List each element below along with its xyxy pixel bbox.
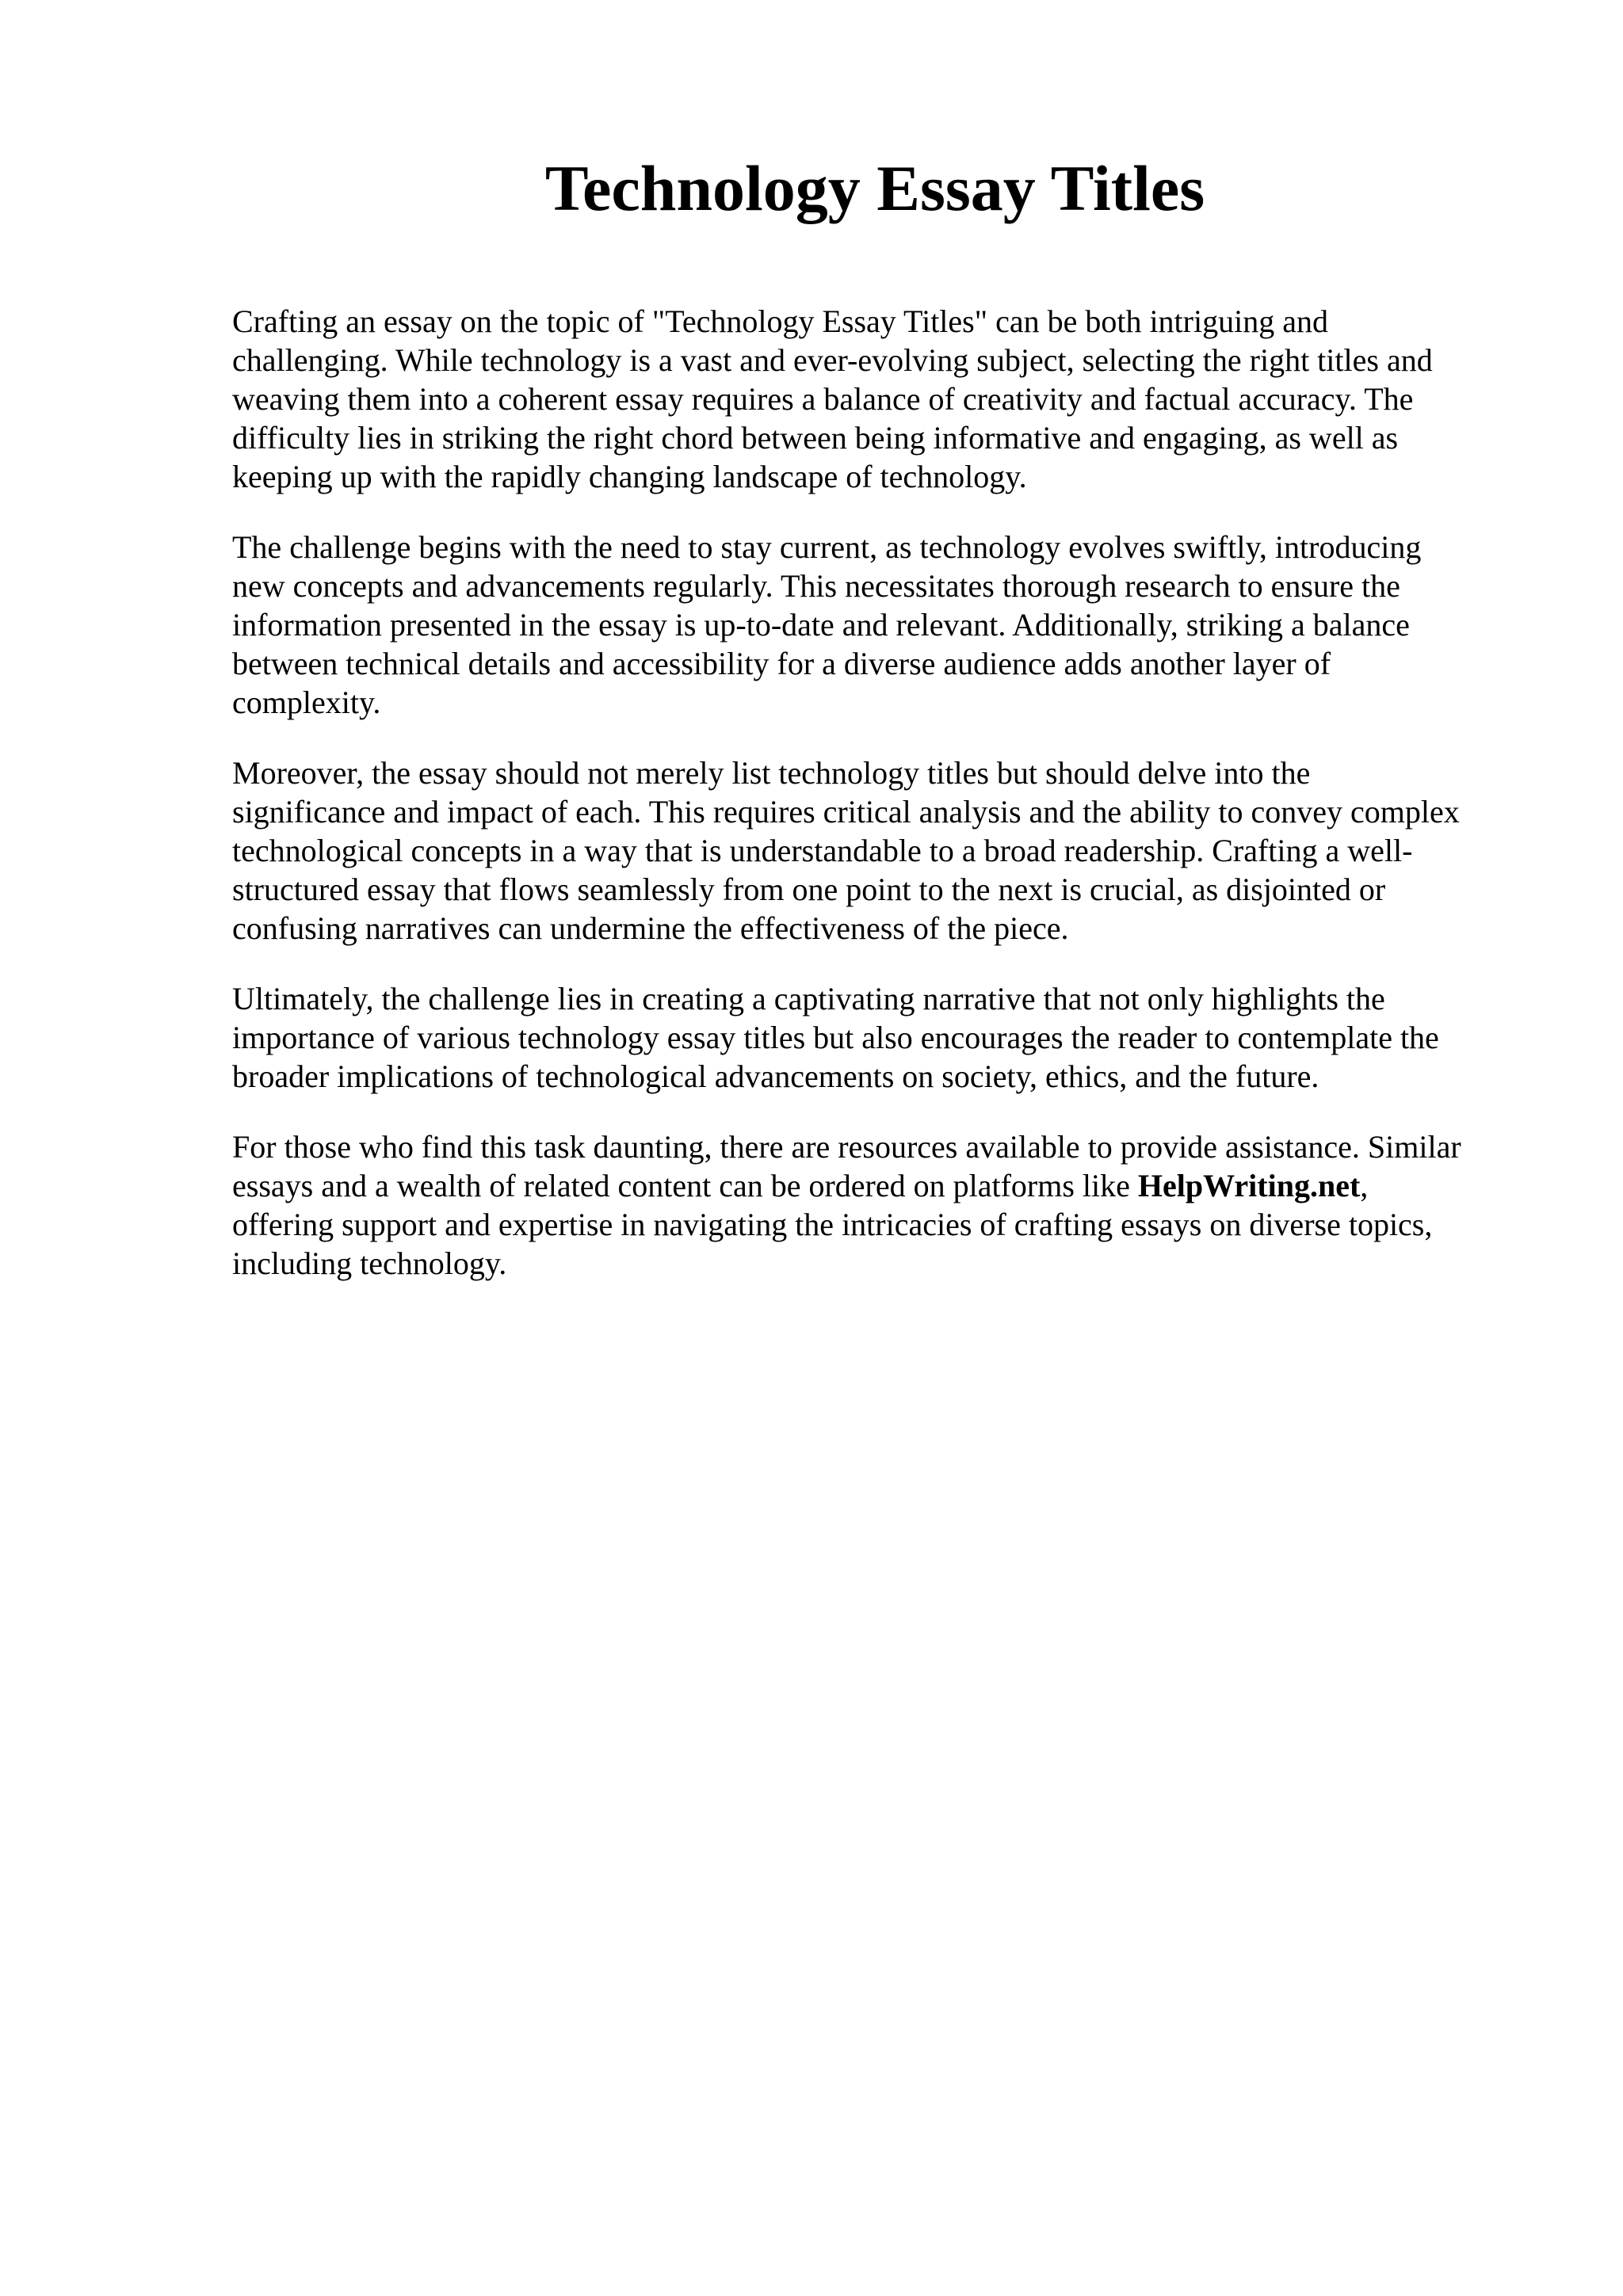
paragraph-1 xyxy=(232,302,1516,496)
text-segment: essays and a wealth of related content can be ordered on platforms like xyxy=(232,1168,1138,1203)
text-line: importance of various technology essay titles but also encourages the reader to contemplate the xyxy=(232,1020,1439,1055)
text-line: difficulty lies in striking the right chord between being informative and engaging, as well as xyxy=(232,420,1399,456)
paragraph-5 xyxy=(232,1127,1516,1283)
text-line: information presented in the essay is up-to-date and relevant. Additionally, striking a balance xyxy=(232,607,1410,643)
text-line: technological concepts in a way that is understandable to a broad readership. Crafting a well- xyxy=(232,833,1413,868)
text-line: complexity. xyxy=(232,685,381,720)
text-line: The challenge begins with the need to stay current, as technology evolves swiftly, introducing xyxy=(232,529,1422,565)
text-line: keeping up with the rapidly changing landscape of technology. xyxy=(232,459,1027,494)
text-line: offering support and expertise in navigating the intricacies of crafting essays on diverse topics, xyxy=(232,1207,1433,1242)
text-line: including technology. xyxy=(232,1245,507,1281)
text-line: structured essay that flows seamlessly from one point to the next is crucial, as disjointed or xyxy=(232,871,1386,907)
text-line xyxy=(232,1166,1516,1205)
text-line: Moreover, the essay should not merely list technology titles but should delve into the xyxy=(232,755,1311,791)
text-line: significance and impact of each. This requires critical analysis and the ability to convey complex xyxy=(232,794,1460,830)
text-line: Crafting an essay on the topic of "Technology Essay Titles" can be both intriguing and xyxy=(232,303,1328,339)
document-body xyxy=(232,302,1516,1314)
text-line: Ultimately, the challenge lies in creating a captivating narrative that not only highlights the xyxy=(232,981,1385,1016)
paragraph-4 xyxy=(232,979,1516,1096)
text-line: challenging. While technology is a vast and ever-evolving subject, selecting the right titles and xyxy=(232,342,1433,378)
text-line: broader implications of technological advancements on society, ethics, and the future. xyxy=(232,1058,1319,1094)
brand-name: HelpWriting.net xyxy=(1137,1168,1361,1203)
text-line: For those who find this task daunting, there are resources available to provide assistance. Similar xyxy=(232,1129,1461,1165)
text-line: new concepts and advancements regularly. This necessitates thorough research to ensure the xyxy=(232,568,1400,604)
paragraph-2 xyxy=(232,528,1516,722)
document-title: Technology Essay Titles xyxy=(544,152,1205,224)
text-segment: , xyxy=(1360,1168,1369,1203)
text-line: confusing narratives can undermine the effectiveness of the piece. xyxy=(232,910,1069,946)
text-line: weaving them into a coherent essay requires a balance of creativity and factual accuracy. The xyxy=(232,381,1414,417)
text-line: between technical details and accessibility for a diverse audience adds another layer of xyxy=(232,646,1331,681)
paragraph-3 xyxy=(232,753,1516,948)
